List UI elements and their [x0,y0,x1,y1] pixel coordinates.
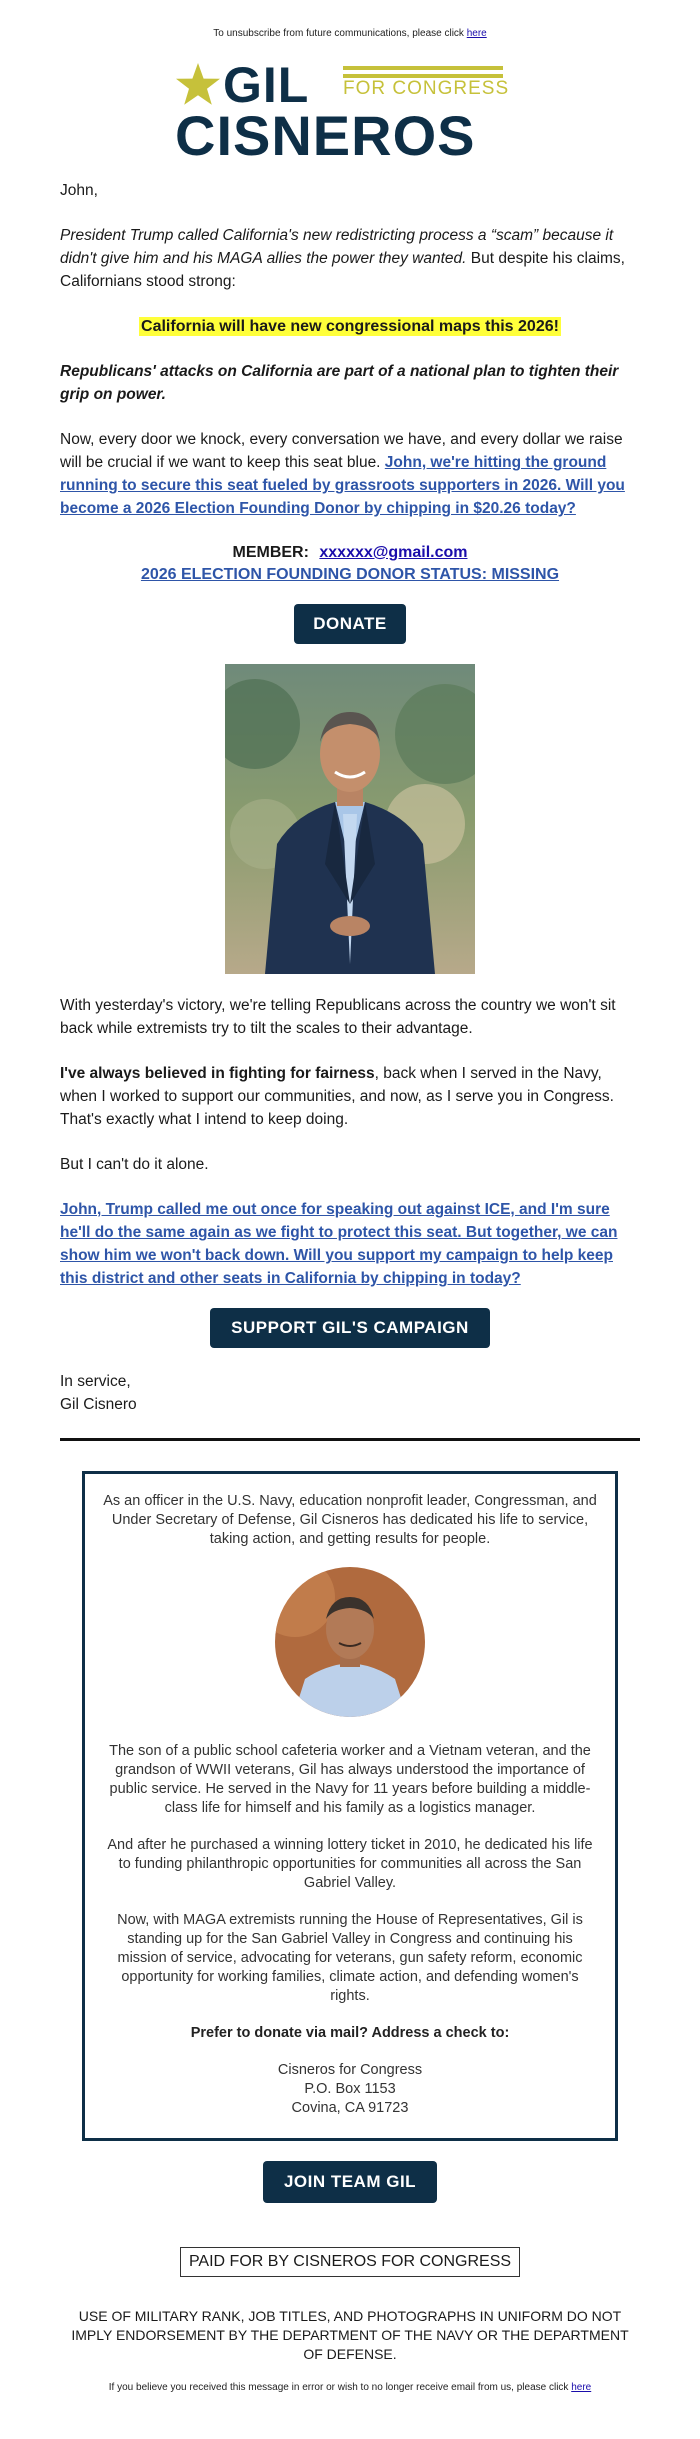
signature: Gil Cisnero [60,1396,137,1413]
bio-congress: Now, with MAGA extremists running the House of Representatives, Gil is standing up for the San Gabriel Valley in Congress and continuing his mission of service, advocating for veterans, gun safety reform, economic opportunity for working families, climate action, and defending women's rights. [117,1912,583,2004]
intro-paragraph [60,224,640,293]
join-team-button[interactable]: JOIN TEAM GIL [263,2161,437,2203]
bio-intro: As an officer in the U.S. Navy, education nonprofit leader, Congressman, and Under Secretary of Defense, Gil Cisneros has dedicated his life to service, taking action, and getting results for people. [103,1493,597,1547]
member-label: MEMBER: [232,544,309,561]
bio-lottery: And after he purchased a winning lottery ticket in 2010, he dedicated his life to funding philanthropic opportunities for communities all across the San Gabriel Valley. [107,1837,593,1891]
intro-rest: But despite his claims, Californians stood strong: [60,250,625,290]
address-line-1: Cisneros for Congress [277,2062,423,2078]
gil-portrait-photo [225,664,475,974]
mail-donation-heading: Prefer to donate via mail? Address a check to: [190,2025,510,2041]
section-divider [60,1438,640,1441]
unsubscribe-link[interactable]: here [466,28,487,39]
ask-plain: Now, every door we knock, every conversation we have, and every dollar we raise will be crucial if we want to keep this seat blue. [60,431,623,471]
bio-background: The son of a public school cafeteria worker and a Vietnam veteran, and the grandson of WWII veterans, Gil has always understood the importance of public service. He served in the Navy for 11 years before building a middle-class life for himself and his family as a logistics manager. [109,1743,591,1816]
alone-paragraph: But I can't do it alone. [60,1156,209,1173]
unsubscribe-text: To unsubscribe from future communications, please click [213,28,464,39]
intro-italic: President Trump called California's new redistricting process a “scam” because it didn't give him and his MAGA allies the power they wanted. [60,227,614,267]
support-campaign-button[interactable]: SUPPORT GIL'S CAMPAIGN [210,1308,490,1348]
email-container [60,0,640,1416]
address-line-2: P.O. Box 1153 [304,2081,396,2097]
logo-first-name: GIL [223,57,310,113]
address-line-3: Covina, CA 91723 [291,2100,409,2116]
campaign-logo [60,55,640,165]
greeting: John, [60,182,98,199]
bio-box [82,1471,618,2141]
gil-avatar-photo [275,1567,425,1717]
member-email-link[interactable]: xxxxxx@gmail.com [319,544,468,561]
unsubscribe-footer-link[interactable]: here [571,2382,592,2393]
military-disclaimer: USE OF MILITARY RANK, JOB TITLES, AND PHOTOGRAPHS IN UNIFORM DO NOT IMPLY ENDORSEMENT BY THE DEPARTMENT OF THE NAVY OR THE DEPARTMENT OF DEFENSE. [71,2308,629,2362]
donate-button[interactable]: DONATE [294,604,406,644]
logo-last-name: CISNEROS [175,104,476,167]
fairness-bold: I've always believed in fighting for fairness [60,1065,375,1082]
trump-paragraph [60,1198,640,1290]
ask-paragraph [60,428,640,520]
star-icon [175,62,221,106]
trump-ice-donate-link[interactable]: John, Trump called me out once for speaking out against ICE, and I'm sure he'll do the same again as we fight to protect this seat. But together, we can show him we won't back down. Will you support my campaign to help keep this district and other seats in California by chipping in today? [60,1201,618,1287]
fairness-paragraph [60,1062,640,1131]
ask-donate-link[interactable]: John, we're hitting the ground running to secure this seat fueled by grassroots supporters in 2026. Will you become a 2026 Election Founding Donor by chipping in $20.26 today? [60,454,625,517]
logo-tagline: FOR CONGRESS [343,78,510,99]
member-line [60,542,640,564]
unsubscribe-note [60,0,640,39]
logo-stripe [343,66,503,70]
bold-italic-paragraph: Republicans' attacks on California are part of a national plan to tighten their grip on power. [60,363,619,403]
error-note [60,2382,640,2411]
paid-for-notice: PAID FOR BY CISNEROS FOR CONGRESS [180,2247,520,2277]
victory-paragraph: With yesterday's victory, we're telling Republicans across the country we won't sit back while extremists try to tilt the scales to their advantage. [60,997,616,1037]
highlight-text: California will have new congressional maps this 2026! [141,318,559,335]
donor-status-link[interactable]: 2026 ELECTION FOUNDING DONOR STATUS: MISSING [140,566,560,583]
signoff: In service, [60,1373,131,1390]
fairness-rest: , back when I served in the Navy, when I worked to support our communities, and now, as I serve you in Congress. That's exactly what I intend to keep doing. [60,1065,614,1128]
error-note-text: If you believe you received this message in error or wish to no longer receive email from us, please click [108,2382,569,2393]
highlight-paragraph [60,315,640,338]
logo-stripe [343,74,503,78]
signoff-block [60,1370,640,1416]
mailing-address [103,2061,597,2118]
